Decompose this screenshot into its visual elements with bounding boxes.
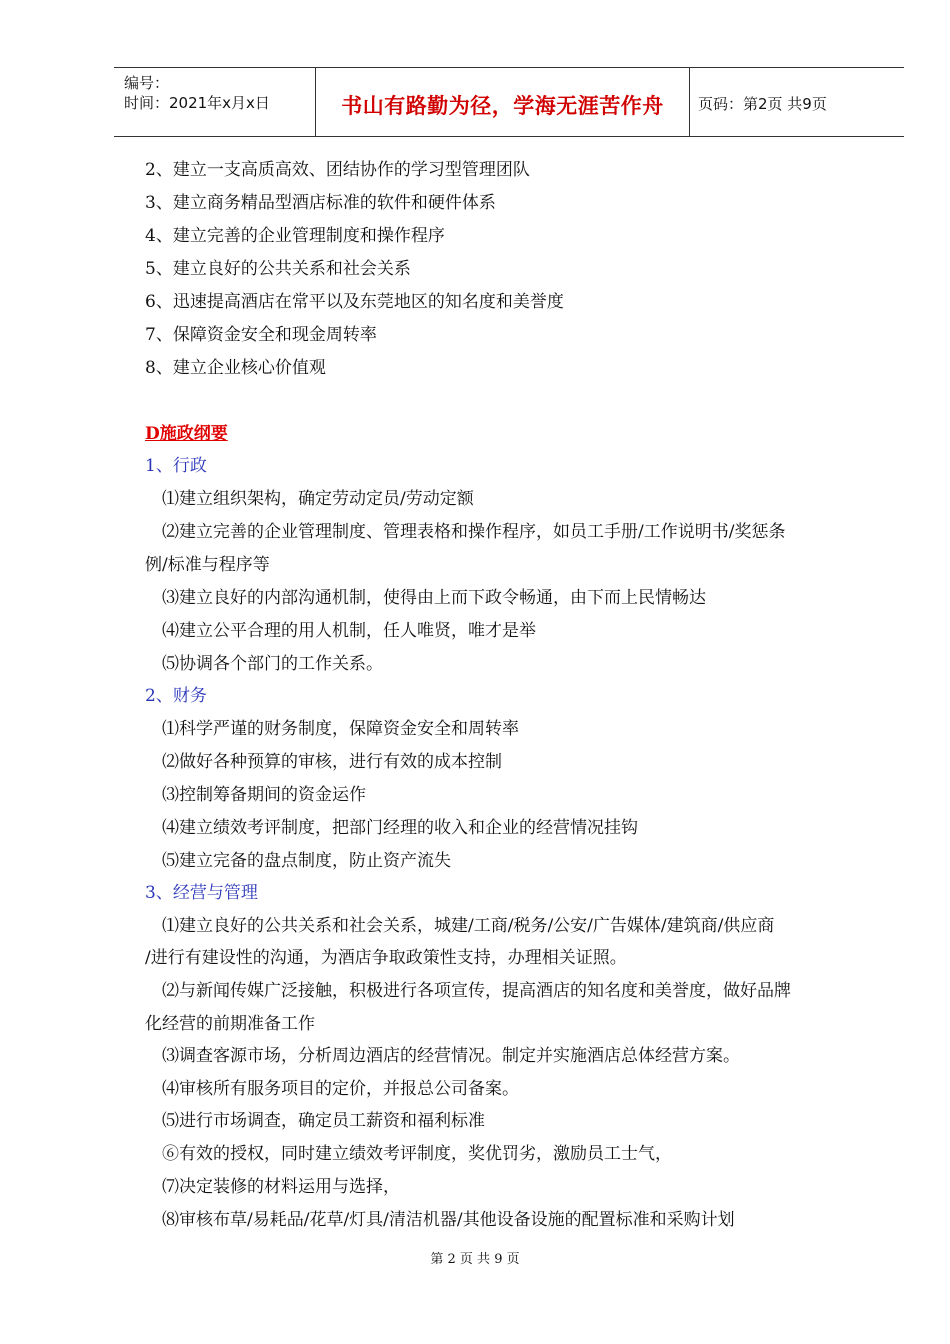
operations-item: ⑴建立良好的公共关系和社会关系，城建/工商/税务/公安/广告媒体/建筑商/供应商 [162, 916, 775, 936]
motto: 书山有路勤为径，学海无涯苦作舟 [341, 94, 664, 118]
operations-item: ⑥有效的授权，同时建立绩效考评制度，奖优罚劣，激励员工士气， [162, 1144, 672, 1164]
header-meta-cell [114, 68, 316, 136]
subsection-heading-operations: 3、经营与管理 [145, 883, 258, 903]
header-motto-cell [316, 68, 690, 136]
admin-item: ⑷建立公平合理的用人机制，任人唯贤，唯才是举 [162, 621, 536, 641]
time-label: 时间：2021年x月x日 [124, 94, 270, 112]
operations-item: ⑷审核所有服务项目的定价，并报总公司备案。 [162, 1079, 519, 1099]
finance-item: ⑸建立完备的盘点制度，防止资产流失 [162, 851, 451, 871]
operations-item: ⑻审核布草/易耗品/花草/灯具/清洁机器/其他设备设施的配置标准和采购计划 [162, 1210, 735, 1230]
goal-item: 8、建立企业核心价值观 [145, 358, 326, 378]
admin-item: ⑴建立组织架构，确定劳动定员/劳动定额 [162, 489, 474, 509]
admin-item: ⑸协调各个部门的工作关系。 [162, 654, 383, 674]
operations-item-continued: 化经营的前期准备工作 [145, 1014, 315, 1034]
goal-item: 5、建立良好的公共关系和社会关系 [145, 259, 411, 279]
operations-item: ⑶调查客源市场，分析周边酒店的经营情况。制定并实施酒店总体经营方案。 [162, 1046, 740, 1066]
goal-item: 4、建立完善的企业管理制度和操作程序 [145, 226, 445, 246]
page-footer [0, 1248, 950, 1267]
header-page-cell [690, 68, 904, 136]
goal-item: 7、保障资金安全和现金周转率 [145, 325, 377, 345]
section-d-title: D施政纲要 [145, 424, 228, 444]
finance-item: ⑴科学严谨的财务制度，保障资金安全和周转率 [162, 719, 519, 739]
operations-item: ⑵与新闻传媒广泛接触，积极进行各项宣传，提高酒店的知名度和美誉度，做好品牌 [162, 981, 791, 1001]
footer-page-number: 第 2 页 共 9 页 [430, 1252, 520, 1267]
subsection-heading-finance: 2、财务 [145, 686, 207, 706]
goal-item: 6、迅速提高酒店在常平以及东莞地区的知名度和美誉度 [145, 292, 564, 312]
finance-item: ⑵做好各种预算的审核，进行有效的成本控制 [162, 752, 502, 772]
operations-item: ⑸进行市场调查，确定员工薪资和福利标准 [162, 1111, 485, 1131]
admin-item-continued: 例/标准与程序等 [145, 555, 270, 575]
page-info: 页码：第2页 共9页 [698, 95, 827, 113]
operations-item: ⑺决定装修的材料运用与选择， [162, 1177, 400, 1197]
finance-item: ⑷建立绩效考评制度，把部门经理的收入和企业的经营情况挂钩 [162, 818, 638, 838]
goal-item: 2、建立一支高质高效、团结协作的学习型管理团队 [145, 160, 530, 180]
subsection-heading-admin: 1、行政 [145, 456, 207, 476]
serial-label: 编号： [124, 74, 170, 92]
goal-item: 3、建立商务精品型酒店标准的软件和硬件体系 [145, 193, 496, 213]
page-header [114, 67, 904, 137]
admin-item: ⑵建立完善的企业管理制度、管理表格和操作程序，如员工手册/工作说明书/奖惩条 [162, 522, 786, 542]
operations-item-continued: /进行有建设性的沟通，为酒店争取政策性支持，办理相关证照。 [145, 948, 627, 968]
finance-item: ⑶控制筹备期间的资金运作 [162, 785, 366, 805]
admin-item: ⑶建立良好的内部沟通机制，使得由上而下政令畅通，由下而上民情畅达 [162, 588, 706, 608]
